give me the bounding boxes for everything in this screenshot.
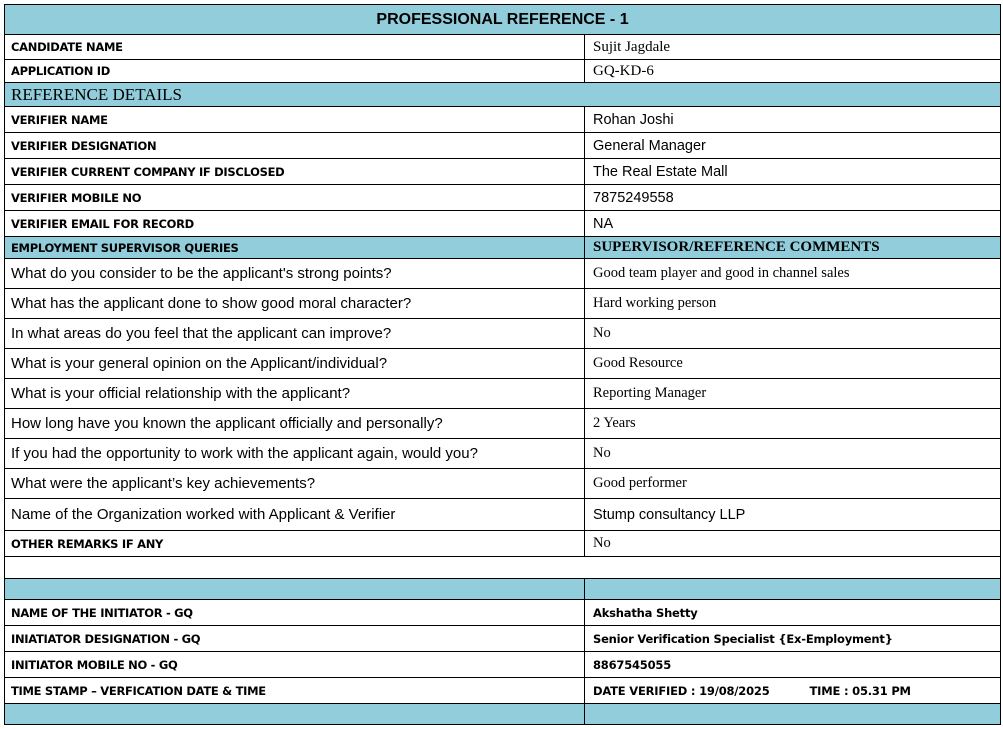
verifier-email-row — [5, 211, 1000, 237]
verifier-company-row — [5, 159, 1000, 185]
verifier-name-label: VERIFIER NAME — [5, 107, 585, 132]
query-row — [5, 469, 1000, 499]
initiator-designation-value: Senior Verification Specialist {Ex-Employment} — [593, 631, 893, 646]
reference-details-heading: REFERENCE DETAILS — [11, 84, 182, 104]
query-question: How long have you known the applicant officially and personally? — [5, 409, 585, 438]
footer-right-cell — [585, 704, 1000, 724]
empty-spacer-row — [5, 557, 1000, 579]
verifier-email-value: NA — [593, 215, 614, 232]
footer-left-cell — [5, 704, 585, 724]
verifier-designation-label: VERIFIER DESIGNATION — [5, 133, 585, 158]
other-remarks-label: OTHER REMARKS IF ANY — [5, 531, 585, 556]
page-title: PROFESSIONAL REFERENCE - 1 — [376, 10, 629, 28]
initiator-designation-label: INIATIATOR DESIGNATION - GQ — [5, 626, 585, 651]
query-answer: Good Resource — [593, 355, 683, 371]
query-question: If you had the opportunity to work with the applicant again, would you? — [5, 439, 585, 468]
application-id-label: APPLICATION ID — [5, 60, 585, 82]
verifier-name-row — [5, 107, 1000, 133]
query-answer: Stump consultancy LLP — [593, 506, 746, 523]
verifier-company-label: VERIFIER CURRENT COMPANY IF DISCLOSED — [5, 159, 585, 184]
initiator-mobile-value: 8867545055 — [593, 657, 672, 672]
other-remarks-row — [5, 531, 1000, 557]
comments-heading: SUPERVISOR/REFERENCE COMMENTS — [593, 239, 880, 255]
empty-cell — [5, 557, 1000, 578]
candidate-name-row — [5, 35, 1000, 60]
query-row — [5, 259, 1000, 289]
query-question: Name of the Organization worked with Applicant & Verifier — [5, 499, 585, 530]
query-row — [5, 349, 1000, 379]
query-question: In what areas do you feel that the applicant can improve? — [5, 319, 585, 348]
query-question: What were the applicant’s key achievements? — [5, 469, 585, 498]
query-answer: Hard working person — [593, 295, 717, 311]
query-answer: No — [593, 325, 611, 341]
initiator-section-separator — [5, 579, 1000, 600]
title-row — [5, 5, 1000, 35]
timestamp-label: TIME STAMP – VERFICATION DATE & TIME — [5, 678, 585, 703]
query-row — [5, 379, 1000, 409]
application-id-value: GQ-KD-6 — [593, 62, 654, 79]
query-row — [5, 319, 1000, 349]
timestamp-row — [5, 678, 1000, 704]
query-answer: Good team player and good in channel sales — [593, 265, 850, 281]
professional-reference-form — [4, 4, 1001, 725]
candidate-name-value: Sujit Jagdale — [593, 38, 671, 55]
verifier-name-value: Rohan Joshi — [593, 111, 674, 128]
time-verified: TIME : 05.31 PM — [809, 683, 911, 698]
query-answer: Reporting Manager — [593, 385, 707, 401]
query-answer: 2 Years — [593, 415, 636, 431]
verifier-company-value: The Real Estate Mall — [593, 163, 728, 180]
candidate-name-label: CANDIDATE NAME — [5, 35, 585, 59]
initiator-mobile-label: INITIATOR MOBILE NO - GQ — [5, 652, 585, 677]
query-row — [5, 499, 1000, 531]
query-answer: Good performer — [593, 475, 687, 491]
date-verified: DATE VERIFIED : 19/08/2025 — [593, 683, 770, 698]
queries-heading: EMPLOYMENT SUPERVISOR QUERIES — [5, 237, 585, 258]
query-row — [5, 439, 1000, 469]
query-question: What is your official relationship with the applicant? — [5, 379, 585, 408]
queries-heading-row — [5, 237, 1000, 259]
application-id-row — [5, 60, 1000, 83]
footer-separator — [5, 704, 1000, 725]
verifier-email-label: VERIFIER EMAIL FOR RECORD — [5, 211, 585, 236]
query-question: What is your general opinion on the Applicant/individual? — [5, 349, 585, 378]
verifier-mobile-row — [5, 185, 1000, 211]
verifier-mobile-label: VERIFIER MOBILE NO — [5, 185, 585, 210]
initiator-designation-row — [5, 626, 1000, 652]
initiator-name-row — [5, 600, 1000, 626]
initiator-name-label: NAME OF THE INITIATOR - GQ — [5, 600, 585, 625]
query-row — [5, 409, 1000, 439]
query-answer: No — [593, 445, 611, 461]
separator-right-cell — [585, 579, 1000, 599]
timestamp-value — [585, 678, 1000, 703]
verifier-designation-row — [5, 133, 1000, 159]
initiator-name-value: Akshatha Shetty — [593, 605, 698, 620]
reference-details-heading-row — [5, 83, 1000, 107]
initiator-mobile-row — [5, 652, 1000, 678]
other-remarks-value: No — [593, 535, 611, 551]
query-question: What do you consider to be the applicant's strong points? — [5, 259, 585, 288]
separator-left-cell — [5, 579, 585, 599]
query-question: What has the applicant done to show good moral character? — [5, 289, 585, 318]
verifier-designation-value: General Manager — [593, 137, 706, 154]
query-row — [5, 289, 1000, 319]
verifier-mobile-value: 7875249558 — [593, 189, 674, 206]
